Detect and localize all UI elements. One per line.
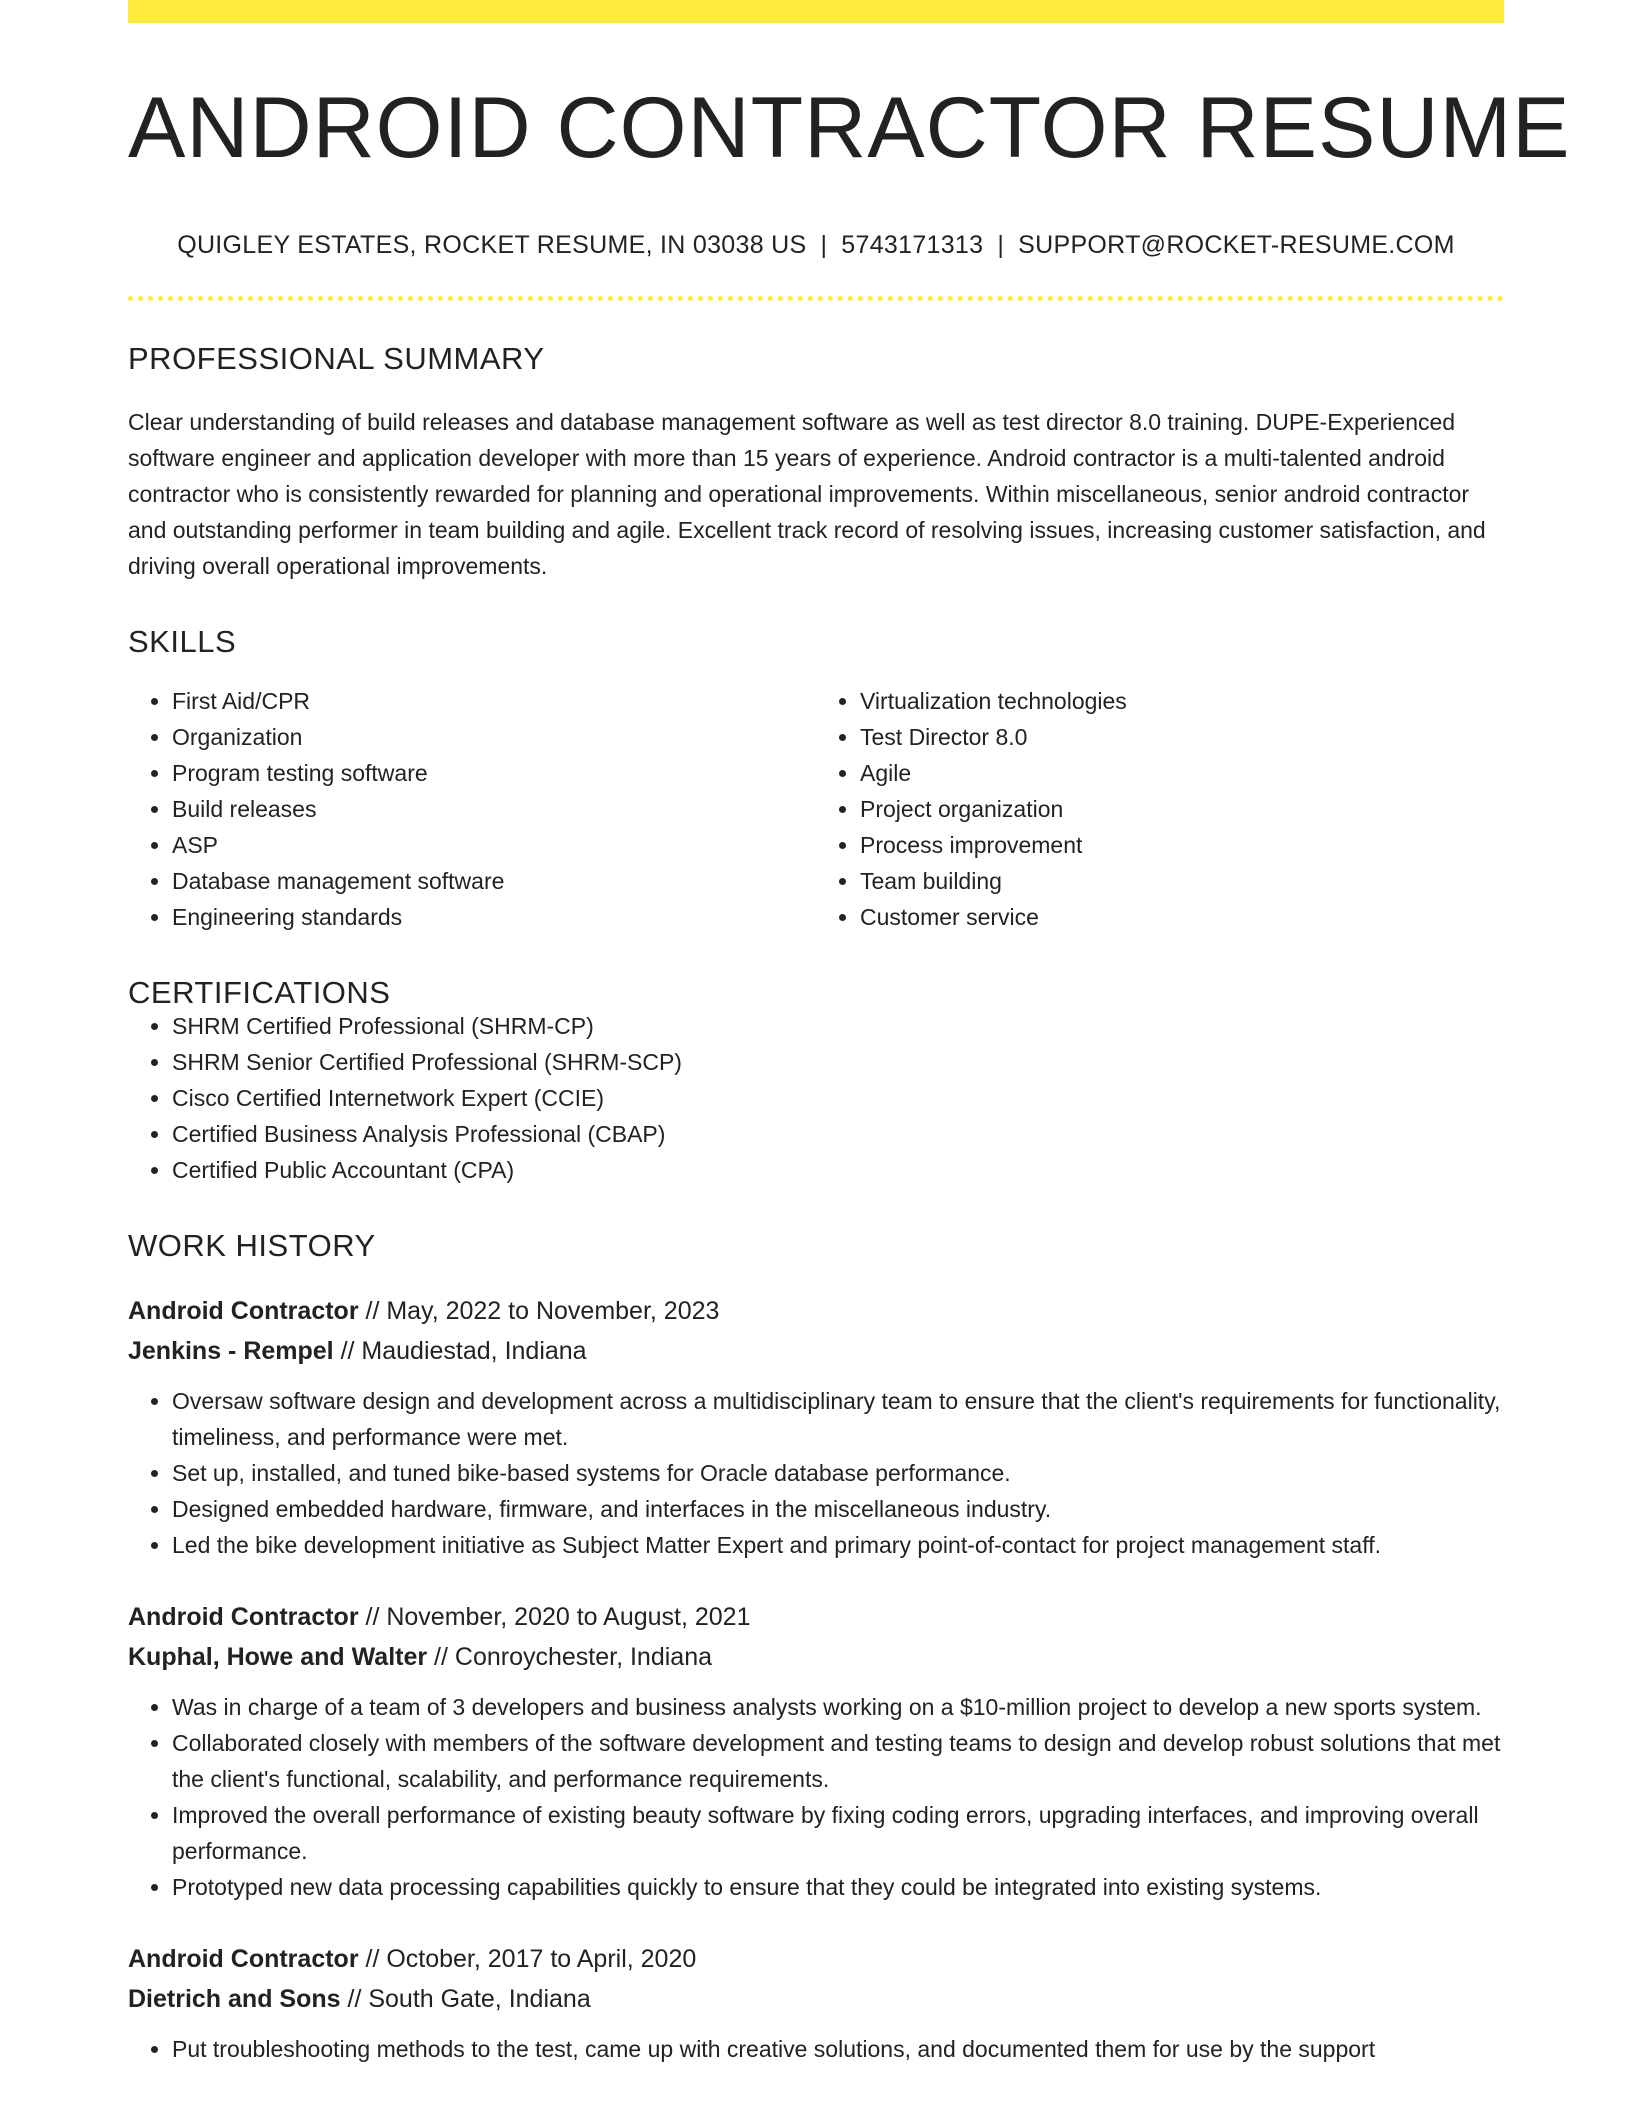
resume-page xyxy=(128,0,1571,2067)
contact-separator: | xyxy=(820,231,828,259)
job-bullet: • Led the bike development initiative as Subject Matter Expert and primary point-of-contact for project management staff. xyxy=(172,1527,1504,1563)
skill-item: • Process improvement xyxy=(860,827,1504,863)
job-location: // South Gate, Indiana xyxy=(340,1985,591,2013)
skill-item: • Engineering standards xyxy=(172,899,816,935)
top-accent-bar xyxy=(128,0,1504,23)
job-title-line xyxy=(128,1939,1504,1979)
summary-text: Clear understanding of build releases and database management software as well as test director 8.0 training. DUPE-Experienced software engineer and application developer with more than 15 years of experience. Android contractor is a multi-talented android contractor who is consistently rewarded for planning and operational improvements. Within miscellaneous, senior android contractor and outstanding performer in team building and agile. Excellent track record of resolving issues, increasing customer satisfaction, and driving overall operational improvements. xyxy=(128,409,1486,579)
skill-item: • ASP xyxy=(172,827,816,863)
job-entry xyxy=(128,1939,1504,2067)
job-title: Android Contractor xyxy=(128,1945,359,1973)
job-company: Kuphal, Howe and Walter xyxy=(128,1643,428,1671)
job-title-line xyxy=(128,1597,1504,1637)
skill-item: • Program testing software xyxy=(172,755,816,791)
job-location: // Maudiestad, Indiana xyxy=(333,1337,587,1365)
job-bullet: • Prototyped new data processing capabilities quickly to ensure that they could be integrated into existing systems. xyxy=(172,1869,1504,1905)
certifications-heading: CERTIFICATIONS xyxy=(128,975,391,1010)
job-bullet: • Oversaw software design and development across a multidisciplinary team to ensure that the client's requirements for functionality, timeliness, and performance were met. xyxy=(172,1383,1504,1455)
skill-item: • Project organization xyxy=(860,791,1504,827)
job-entry xyxy=(128,1597,1504,1905)
job-company-line xyxy=(128,1637,1504,1677)
certifications-section xyxy=(128,977,1504,1188)
job-bullet: • Set up, installed, and tuned bike-based systems for Oracle database performance. xyxy=(172,1455,1504,1491)
skill-item: • Team building xyxy=(860,863,1504,899)
work-history-heading: WORK HISTORY xyxy=(128,1228,376,1263)
job-company-line xyxy=(128,1979,1504,2019)
skills-list-right xyxy=(816,683,1504,935)
skill-item: • Build releases xyxy=(172,791,816,827)
skills-heading: SKILLS xyxy=(128,624,237,659)
skills-grid xyxy=(128,683,1504,935)
job-bullets xyxy=(128,2031,1504,2067)
certification-item: • Certified Public Accountant (CPA) xyxy=(172,1152,1504,1188)
certification-item: • Certified Business Analysis Professional (CBAP) xyxy=(172,1116,1504,1152)
job-bullet: • Was in charge of a team of 3 developers and business analysts working on a $10-million project to develop a new sports system. xyxy=(172,1689,1504,1725)
job-location: // Conroychester, Indiana xyxy=(427,1643,712,1671)
summary-section xyxy=(128,343,1504,584)
certification-item: • Cisco Certified Internetwork Expert (CCIE) xyxy=(172,1080,1504,1116)
skills-list-left xyxy=(128,683,816,935)
job-company: Dietrich and Sons xyxy=(128,1985,341,2013)
job-bullet: • Put troubleshooting methods to the test, came up with creative solutions, and documented them for use by the support xyxy=(172,2031,1504,2067)
resume-title: ANDROID CONTRACTOR RESUME xyxy=(128,80,1571,176)
certification-item: • SHRM Senior Certified Professional (SHRM-SCP) xyxy=(172,1044,1504,1080)
skill-item: • First Aid/CPR xyxy=(172,683,816,719)
contact-phone: 5743171313 xyxy=(841,231,984,259)
skill-item: • Agile xyxy=(860,755,1504,791)
skill-item: • Database management software xyxy=(172,863,816,899)
job-bullet: • Designed embedded hardware, firmware, and interfaces in the miscellaneous industry. xyxy=(172,1491,1504,1527)
job-bullets xyxy=(128,1383,1504,1563)
job-company-line xyxy=(128,1331,1504,1371)
job-title-line xyxy=(128,1291,1504,1331)
job-bullets xyxy=(128,1689,1504,1905)
contact-separator: | xyxy=(997,231,1005,259)
job-bullet: • Improved the overall performance of existing beauty software by fixing coding errors, upgrading interfaces, and improving overall performance. xyxy=(172,1797,1504,1869)
contact-email: SUPPORT@ROCKET-RESUME.COM xyxy=(1018,231,1455,259)
contact-address: QUIGLEY ESTATES, ROCKET RESUME, IN 03038 US xyxy=(177,231,807,259)
skills-section xyxy=(128,626,1504,935)
contact-line xyxy=(128,231,1504,260)
job-title: Android Contractor xyxy=(128,1297,359,1325)
job-company: Jenkins - Rempel xyxy=(128,1337,334,1365)
certification-item: • SHRM Certified Professional (SHRM-CP) xyxy=(172,1008,1504,1044)
work-history-section xyxy=(128,1230,1504,2067)
job-dates: // October, 2017 to April, 2020 xyxy=(358,1945,697,1973)
summary-heading: PROFESSIONAL SUMMARY xyxy=(128,341,545,376)
job-entry xyxy=(128,1291,1504,1563)
skill-item: • Test Director 8.0 xyxy=(860,719,1504,755)
dotted-divider xyxy=(128,296,1504,301)
skill-item: • Organization xyxy=(172,719,816,755)
skill-item: • Virtualization technologies xyxy=(860,683,1504,719)
job-dates: // May, 2022 to November, 2023 xyxy=(358,1297,720,1325)
job-bullet: • Collaborated closely with members of the software development and testing teams to design and develop robust solutions that met the client's functional, scalability, and performance requirements. xyxy=(172,1725,1504,1797)
skill-item: • Customer service xyxy=(860,899,1504,935)
certifications-list xyxy=(128,1008,1504,1188)
job-title: Android Contractor xyxy=(128,1603,359,1631)
job-dates: // November, 2020 to August, 2021 xyxy=(358,1603,751,1631)
